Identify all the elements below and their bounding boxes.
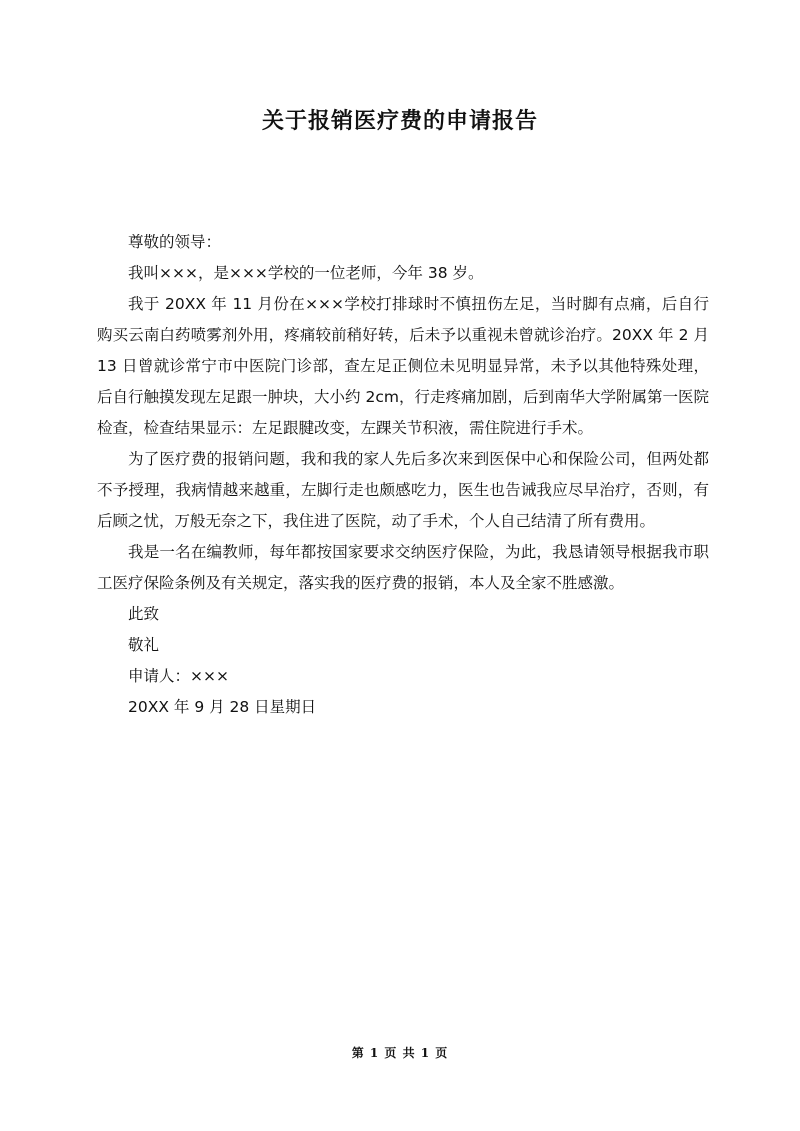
document-body [97, 227, 709, 723]
paragraph-injury: 我于 20XX 年 11 月份在×××学校打排球时不慎扭伤左足，当时脚有点痛，后自行购买云南白药喷雾剂外用，疼痛较前稍好转，后未予以重视未曾就诊治疗。20XX 年 2 月 13 日曾就诊常宁市中医院门诊部，查左足正侧位未见明显异常，未予以其他特殊处理，后自行触摸发现左足跟一肿块，大小约 2cm，行走疼痛加剧，后到南华大学附属第一医院检查，检查结果显示：左足跟腱改变，左踝关节积液，需住院进行手术。 [97, 295, 709, 437]
page-footer: 第 1 页 共 1 页 [351, 1046, 449, 1060]
paragraph-request: 我是一名在编教师，每年都按国家要求交纳医疗保险，为此，我恳请领导根据我市职工医疗保险条例及有关规定，落实我的医疗费的报销，本人及全家不胜感激。 [97, 543, 709, 592]
closing-line-2: 敬礼 [128, 636, 160, 654]
document-date: 20XX 年 9 月 28 日星期日 [128, 698, 317, 716]
paragraph-reimbursement-issue: 为了医疗费的报销问题，我和我的家人先后多次来到医保中心和保险公司，但两处都不予授理，我病情越来越重，左脚行走也颇感吃力，医生也告诫我应尽早治疗，否则，有后顾之忧，万般无奈之下，我住进了医院，动了手术，个人自己结清了所有费用。 [97, 450, 709, 530]
closing-line-1: 此致 [128, 605, 160, 623]
paragraph-intro: 我叫×××，是×××学校的一位老师，今年 38 岁。 [128, 264, 484, 282]
document-title: 关于报销医疗费的申请报告 [261, 109, 538, 134]
applicant-signature: 申请人：××× [128, 667, 229, 685]
salutation: 尊敬的领导： [128, 233, 222, 251]
